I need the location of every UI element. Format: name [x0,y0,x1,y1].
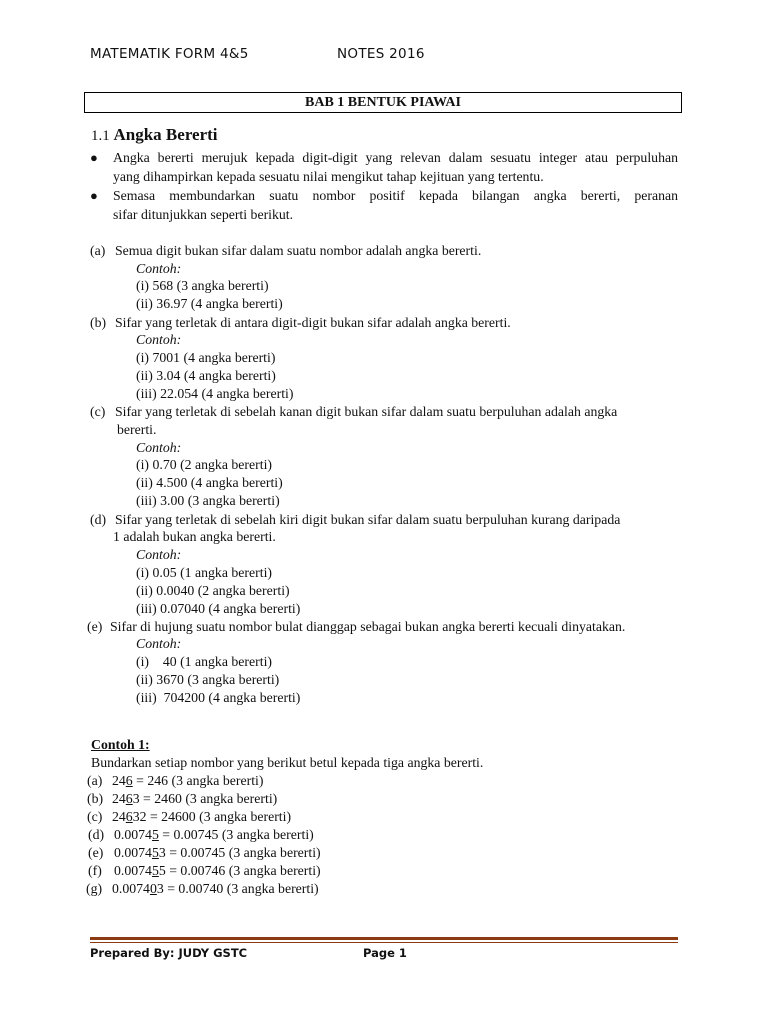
rounding-digit: 6 [125,791,133,806]
rule-e-label: (e) [87,619,103,634]
section-number: 1.1 [91,128,110,144]
example-line: (ii) 0.0040 (2 angka bererti) [136,583,290,598]
contoh-label: Contoh: [136,440,182,455]
contoh1-item-label: (b) [87,791,104,806]
bullet-line: Angka bererti merujuk kepada digit-digit yang relevan dalam sesuatu integer atau perpuluhan [113,150,678,165]
contoh1-item [114,862,321,879]
number-rest: 3 = 0.00745 (3 angka bererti) [158,845,321,860]
rule-c-label: (c) [90,404,106,419]
rounding-digit: 0 [149,881,157,896]
contoh1-item-label: (a) [87,773,103,788]
contoh1-item-label: (e) [88,845,104,860]
contoh1-item [114,826,314,843]
header-subject: MATEMATIK FORM 4&5 [90,46,249,62]
bullet-icon: ● [90,188,98,203]
bullet-line: Semasa membundarkan suatu nombor positif kepada bilangan angka bererti, peranan [113,188,678,203]
example-line: (ii) 3.04 (4 angka bererti) [136,368,276,383]
contoh1-item [112,790,277,807]
rounding-digit: 6 [125,773,133,788]
footer-page-number: Page 1 [363,946,407,960]
number-prefix: 0.0074 [112,881,150,896]
number-prefix: 24 [112,791,126,806]
example-line: (i) 0.70 (2 angka bererti) [136,457,272,472]
rule-d-text: Sifar yang terletak di sebelah kiri digit bukan sifar dalam suatu berpuluhan kurang daripada [115,512,621,527]
number-rest: 32 = 24600 (3 angka bererti) [132,809,292,824]
example-line: (i) 0.05 (1 angka bererti) [136,565,272,580]
rule-c-text-cont: bererti. [117,422,157,437]
rule-b-text: Sifar yang terletak di antara digit-digit bukan sifar adalah angka bererti. [115,315,511,330]
rule-b-label: (b) [90,315,107,330]
contoh1-item-label: (c) [87,809,103,824]
number-prefix: 24 [112,773,126,788]
example-line: (i) 40 (1 angka bererti) [136,654,272,669]
rounding-digit: 6 [125,809,133,824]
contoh-label: Contoh: [136,261,182,276]
example-line: (iii) 22.054 (4 angka bererti) [136,386,294,401]
header-notes: NOTES 2016 [337,46,425,62]
rule-d-label: (d) [90,512,107,527]
number-rest: 3 = 0.00740 (3 angka bererti) [156,881,319,896]
example-line: (iii) 3.00 (3 angka bererti) [136,493,280,508]
contoh1-item-label: (f) [88,863,102,878]
section-heading [91,125,218,145]
contoh1-item-label: (d) [88,827,105,842]
bullet-icon: ● [90,150,98,165]
contoh1-item [112,880,319,897]
rounding-digit: 5 [151,827,159,842]
bullet-line: yang dihampirkan kepada sesuatu nilai mengikut tahap kejituan yang tertentu. [113,168,544,184]
contoh1-item [112,772,263,789]
contoh1-heading: Contoh 1: [91,737,150,752]
section-title: Angka Bererti [113,125,218,144]
contoh-label: Contoh: [136,636,182,651]
number-rest: 3 = 2460 (3 angka bererti) [132,791,278,806]
example-line: (iii) 0.07040 (4 angka bererti) [136,601,301,616]
number-prefix: 0.0074 [114,863,152,878]
bullet-line: sifar ditunjukkan seperti berikut. [113,206,294,222]
footer-rule-thick [90,937,678,940]
chapter-title: BAB 1 BENTUK PIAWAI [84,92,682,113]
footer-author: Prepared By: JUDY GSTC [90,946,248,960]
example-line: (iii) 704200 (4 angka bererti) [136,690,301,705]
bullet-item [113,187,678,224]
number-prefix: 0.0074 [114,827,152,842]
rounding-digit: 5 [151,863,159,878]
rounding-digit: 5 [151,845,159,860]
contoh-label: Contoh: [136,547,182,562]
example-line: (ii) 36.97 (4 angka bererti) [136,296,283,311]
example-line: (ii) 3670 (3 angka bererti) [136,672,280,687]
number-rest: = 246 (3 angka bererti) [132,773,264,788]
number-rest: = 0.00745 (3 angka bererti) [158,827,314,842]
example-line: (i) 7001 (4 angka bererti) [136,350,276,365]
contoh1-item [112,808,291,825]
example-line: (ii) 4.500 (4 angka bererti) [136,475,283,490]
contoh-label: Contoh: [136,332,182,347]
bullet-item [113,149,678,186]
number-prefix: 0.0074 [114,845,152,860]
contoh1-item-label: (g) [86,881,103,896]
rule-e-text: Sifar di hujung suatu nombor bulat dianggap sebagai bukan angka bererti kecuali dinyatakan. [110,619,626,634]
contoh1-instruction: Bundarkan setiap nombor yang berikut betul kepada tiga angka bererti. [91,755,484,770]
number-rest: 5 = 0.00746 (3 angka bererti) [158,863,321,878]
rule-a-label: (a) [90,243,106,258]
number-prefix: 24 [112,809,126,824]
rule-a-text: Semua digit bukan sifar dalam suatu nombor adalah angka bererti. [115,243,482,258]
example-line: (i) 568 (3 angka bererti) [136,278,269,293]
footer-rule-thin [90,942,678,943]
rule-d-text-cont: 1 adalah bukan angka bererti. [113,529,276,544]
rule-c-text: Sifar yang terletak di sebelah kanan digit bukan sifar dalam suatu berpuluhan adalah angka [115,404,618,419]
contoh1-item [114,844,321,861]
